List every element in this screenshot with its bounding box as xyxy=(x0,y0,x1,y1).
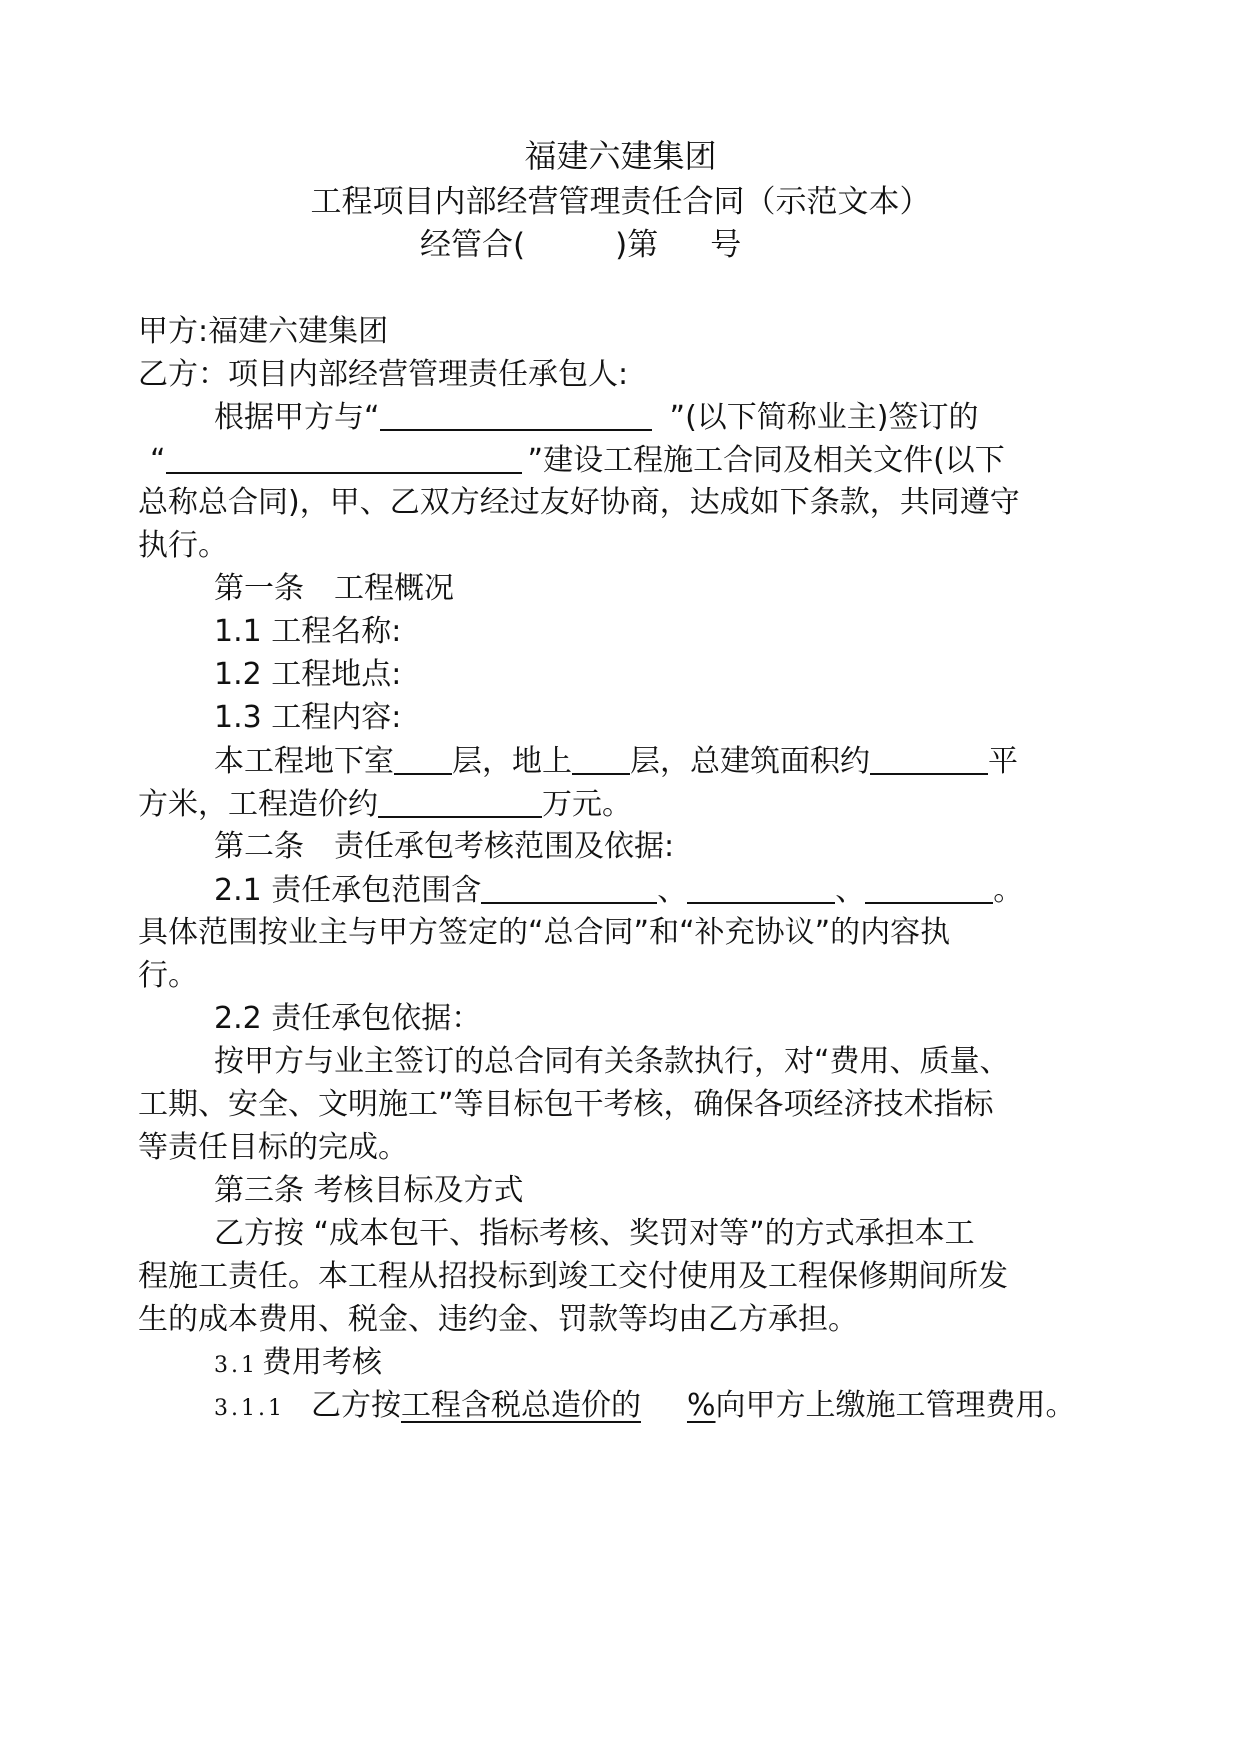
separator: 、 xyxy=(657,873,688,908)
item-1-2: 1.2 工程地点: xyxy=(214,657,402,692)
number-suffix: 号 xyxy=(710,227,742,263)
content-text: 层，总建筑面积约 xyxy=(630,744,870,779)
preamble-line-3: 总称总合同)，甲、乙双方经过友好协商，达成如下条款，共同遵守 xyxy=(138,485,1020,520)
fee-rate-underlined xyxy=(401,1388,716,1423)
preamble-line-2 xyxy=(150,440,1005,481)
section-text: 费用考核 xyxy=(262,1345,382,1380)
scope-text: 2.1 责任承包范围含 xyxy=(214,873,482,908)
project-content-line-1 xyxy=(214,741,1018,782)
document-number xyxy=(420,225,741,265)
party-a: 甲方:福建六建集团 xyxy=(138,314,389,349)
percent-sign: % xyxy=(686,1388,716,1423)
org-name: 福建六建集团 xyxy=(524,137,717,175)
owner-name-blank xyxy=(380,397,652,431)
fee-rate-text: 工程含税总造价的 xyxy=(400,1388,641,1423)
content-text: 平 xyxy=(988,744,1018,779)
item-1-1: 1.1 工程名称: xyxy=(214,614,402,649)
basis-line-3: 等责任目标的完成。 xyxy=(138,1130,408,1165)
preamble-text: 根据甲方与“ xyxy=(214,400,380,435)
contract-name-blank xyxy=(166,440,522,474)
content-text: 万元。 xyxy=(542,787,632,822)
above-floors-blank xyxy=(572,741,630,775)
section-3-1-1 xyxy=(214,1386,1076,1429)
section-text: 乙方按 xyxy=(310,1388,401,1423)
section-3-1 xyxy=(214,1343,382,1386)
scope-blank-1 xyxy=(481,870,657,904)
basis-line-2: 工期、安全、文明施工”等目标包干考核，确保各项经济技术指标 xyxy=(138,1087,994,1122)
section-number: 3.1 xyxy=(214,1353,258,1378)
number-mid: )第 xyxy=(615,227,659,263)
item-2-1-line-1 xyxy=(214,870,1023,911)
scope-blank-2 xyxy=(687,870,835,904)
party-b: 乙方：项目内部经营管理责任承包人: xyxy=(138,357,629,392)
item-2-1-line-3: 行。 xyxy=(138,958,198,993)
article-3-para-line-2: 程施工责任。本工程从招投标到竣工交付使用及工程保修期间所发 xyxy=(138,1259,1008,1294)
article-3-para-line-3: 生的成本费用、税金、违约金、罚款等均由乙方承担。 xyxy=(138,1302,858,1337)
section-number: 3.1.1 xyxy=(214,1396,285,1421)
content-text: 方米，工程造价约 xyxy=(138,787,378,822)
preamble-line-1 xyxy=(214,397,979,438)
area-blank xyxy=(870,741,988,775)
number-prefix: 经管合( xyxy=(420,227,526,263)
scope-blank-3 xyxy=(865,870,993,904)
item-2-2: 2.2 责任承包依据： xyxy=(214,1001,482,1036)
article-1-heading: 第一条 工程概况 xyxy=(214,571,454,606)
document-title: 工程项目内部经营管理责任合同（示范文本） xyxy=(310,184,931,220)
separator: 、 xyxy=(835,873,866,908)
content-text: 本工程地下室 xyxy=(214,744,394,779)
period: 。 xyxy=(993,873,1024,908)
project-content-line-2 xyxy=(138,784,632,825)
content-text: 层，地上 xyxy=(452,744,572,779)
cost-blank xyxy=(378,784,542,818)
article-2-heading: 第二条 责任承包考核范围及依据: xyxy=(214,829,675,864)
preamble-line-4: 执行。 xyxy=(138,528,228,563)
basement-floors-blank xyxy=(394,741,452,775)
section-text: 向甲方上缴施工管理费用。 xyxy=(715,1388,1076,1423)
item-1-3: 1.3 工程内容: xyxy=(214,700,402,735)
preamble-text: “ xyxy=(150,443,166,478)
preamble-text: ”(以下简称业主)签订的 xyxy=(669,400,979,435)
preamble-text: ”建设工程施工合同及相关文件(以下 xyxy=(527,443,1005,478)
item-2-1-line-2: 具体范围按业主与甲方签定的“总合同”和“补充协议”的内容执 xyxy=(138,915,951,950)
article-3-para-line-1: 乙方按 “成本包干、指标考核、奖罚对等”的方式承担本工 xyxy=(214,1216,975,1251)
article-3-heading: 第三条 考核目标及方式 xyxy=(214,1173,524,1208)
basis-line-1: 按甲方与业主签订的总合同有关条款执行，对“费用、质量、 xyxy=(214,1044,1010,1079)
